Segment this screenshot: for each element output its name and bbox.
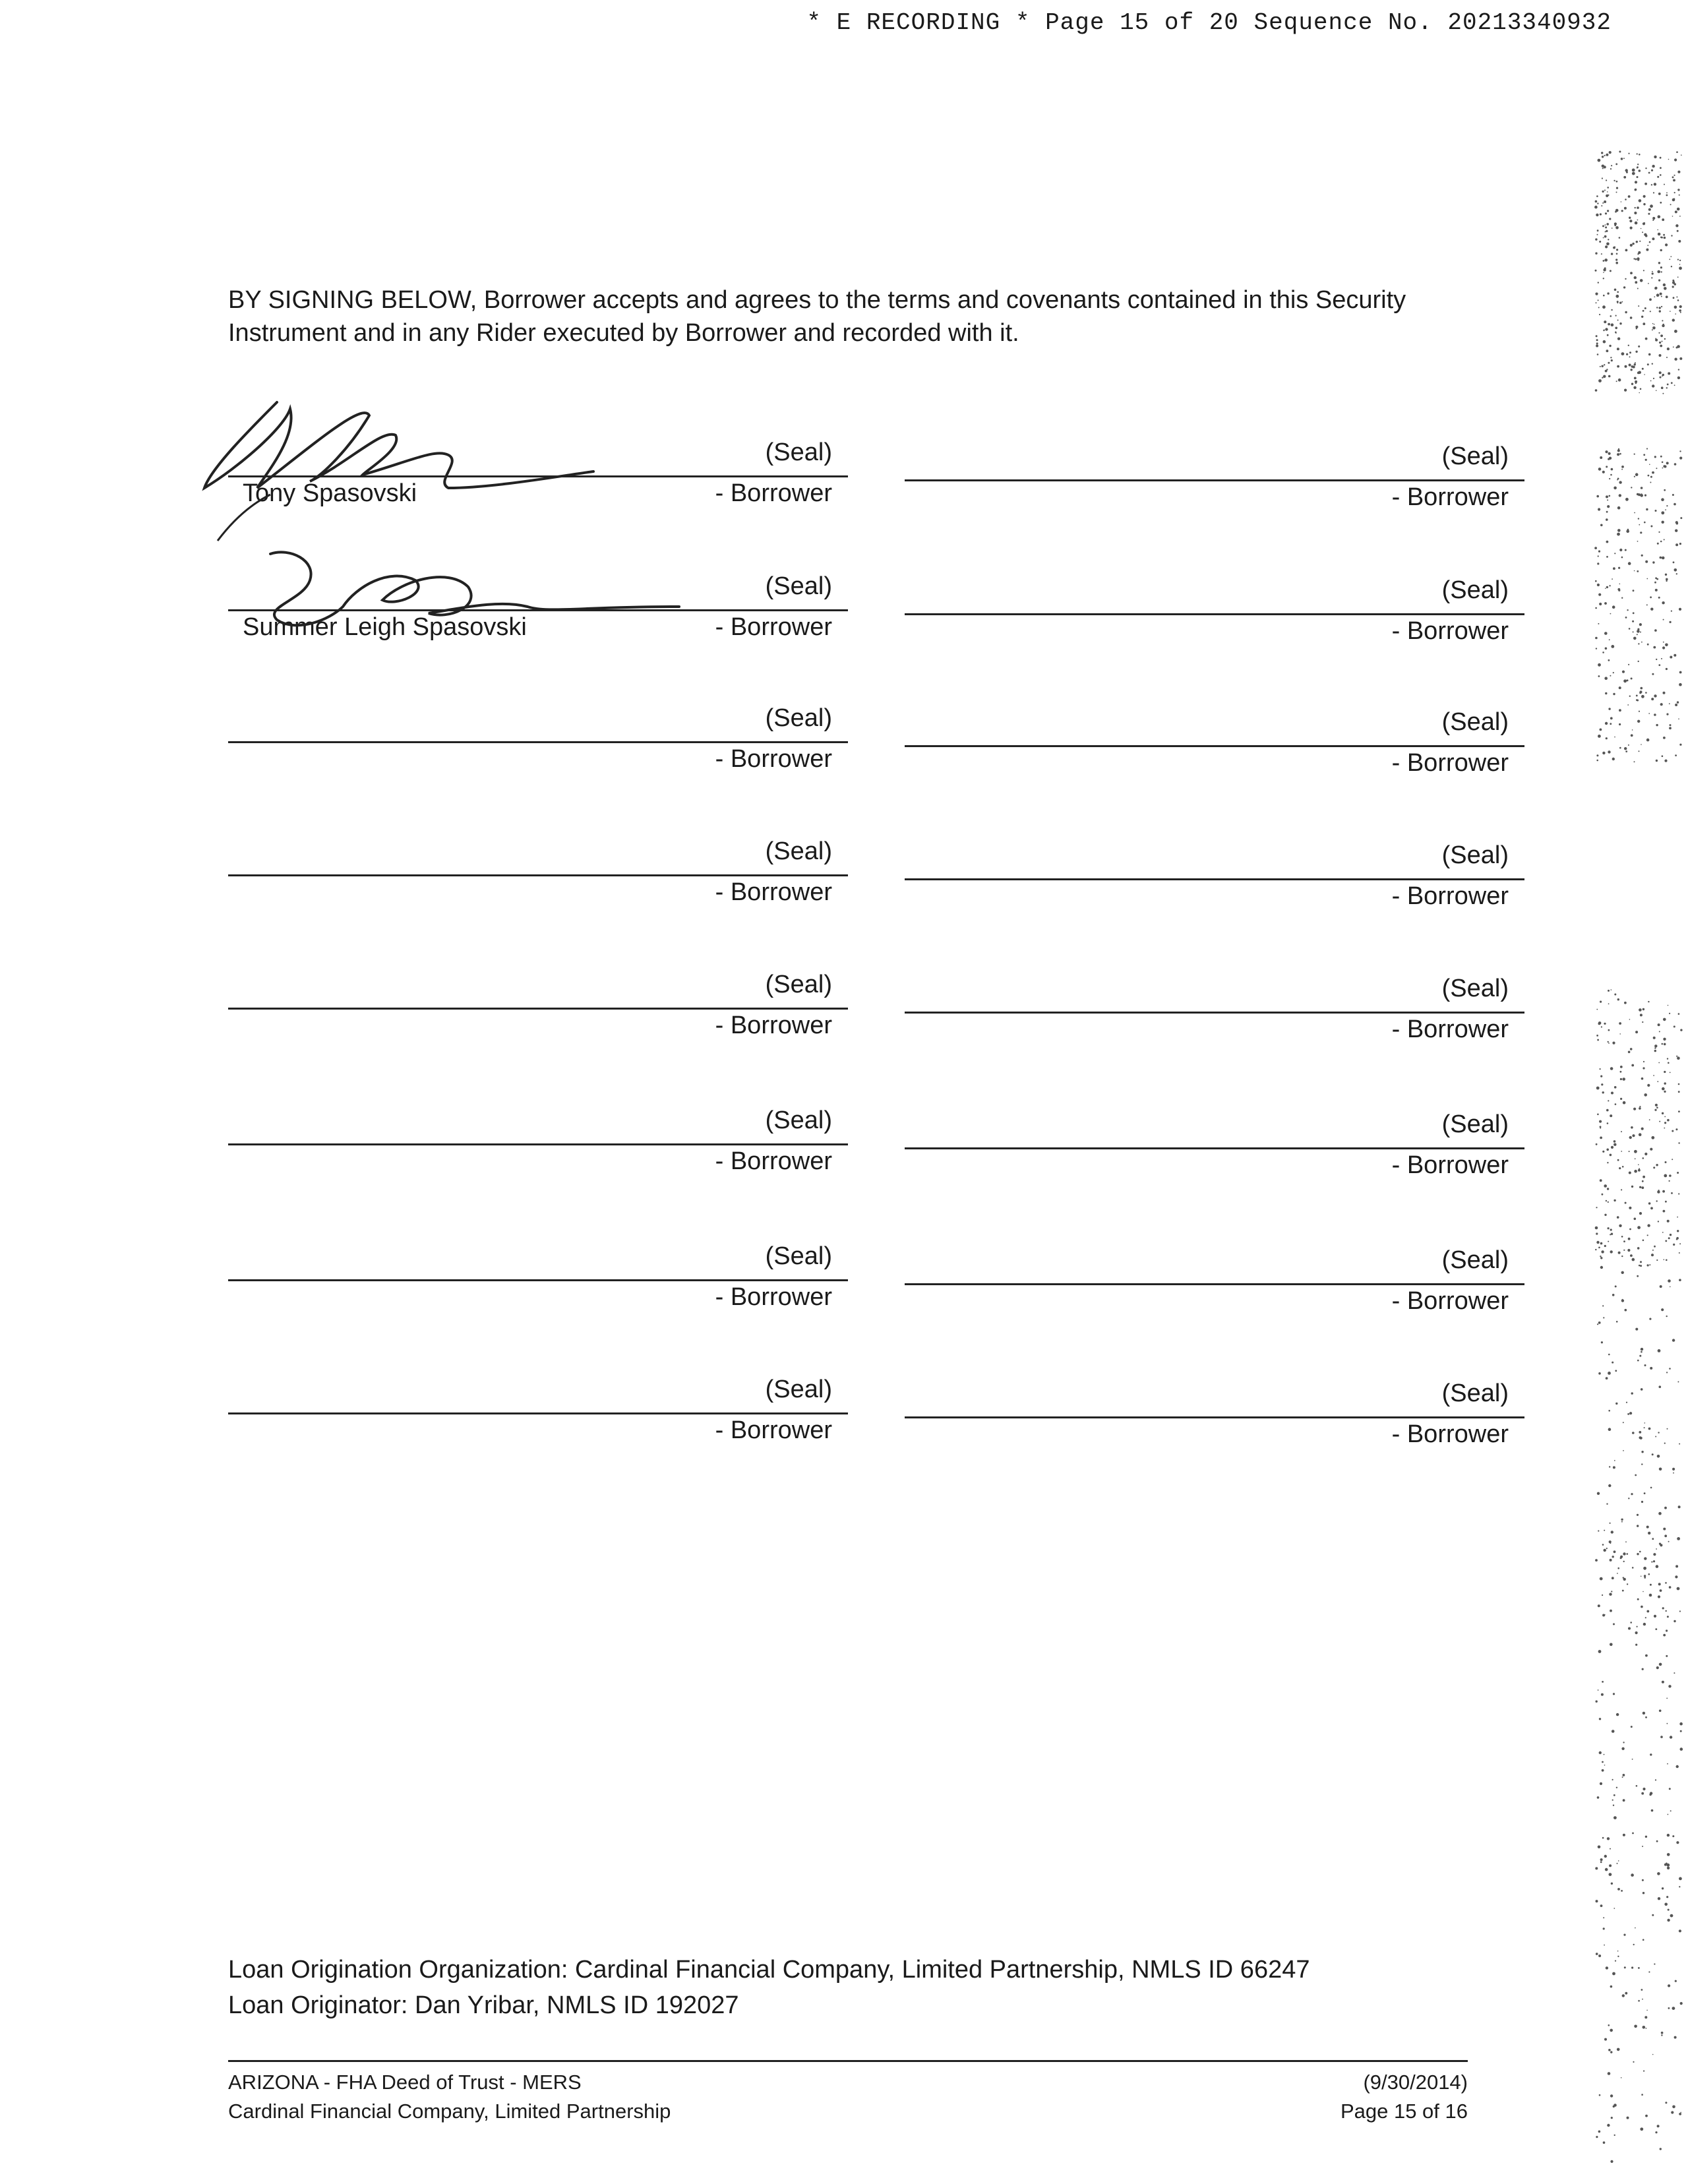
borrower-label: - Borrower xyxy=(715,1416,832,1444)
origination-organization: Loan Origination Organization: Cardinal Financial Company, Limited Partnership, NMLS ID 66247 xyxy=(228,1956,1310,1984)
seal-label: (Seal) xyxy=(1441,442,1509,470)
seal-label: (Seal) xyxy=(765,1107,832,1134)
seal-label: (Seal) xyxy=(765,572,832,600)
borrower-label: - Borrower xyxy=(1391,749,1509,777)
signature-block xyxy=(228,439,848,511)
seal-label: (Seal) xyxy=(765,439,832,466)
seal-label: (Seal) xyxy=(765,837,832,865)
signature-block xyxy=(905,1380,1524,1452)
borrower-label: - Borrower xyxy=(715,1283,832,1311)
signature-line xyxy=(228,1279,848,1281)
company-name: Cardinal Financial Company, Limited Partnership xyxy=(228,2100,671,2123)
signature-line xyxy=(228,874,848,876)
seal-label: (Seal) xyxy=(1441,1380,1509,1407)
form-date: (9/30/2014) xyxy=(1363,2071,1468,2094)
borrower-label: - Borrower xyxy=(715,878,832,906)
signature-line xyxy=(228,1008,848,1010)
borrower-label: - Borrower xyxy=(1391,1287,1509,1315)
form-identifier xyxy=(228,2068,671,2126)
signature-line xyxy=(228,1412,848,1414)
signature-line xyxy=(228,609,848,611)
signature-block xyxy=(905,975,1524,1047)
signature-line xyxy=(905,1012,1524,1014)
signature-block xyxy=(228,1242,848,1315)
form-page-info xyxy=(1341,2068,1468,2126)
signature-line xyxy=(905,1283,1524,1285)
signature-line xyxy=(905,1147,1524,1149)
seal-label: (Seal) xyxy=(765,971,832,998)
seal-label: (Seal) xyxy=(1441,841,1509,869)
recording-header: * E RECORDING * Page 15 of 20 Sequence No. 20213340932 xyxy=(806,9,1612,36)
borrower-label: - Borrower xyxy=(715,745,832,773)
signature-block xyxy=(228,971,848,1043)
signature-block xyxy=(228,704,848,777)
seal-label: (Seal) xyxy=(1441,1246,1509,1274)
signature-block xyxy=(228,1376,848,1448)
signature-line xyxy=(905,479,1524,481)
signature-block xyxy=(905,1246,1524,1319)
signature-block xyxy=(905,1110,1524,1183)
seal-label: (Seal) xyxy=(1441,708,1509,736)
borrower-label: - Borrower xyxy=(1391,1016,1509,1043)
signature-block xyxy=(905,576,1524,649)
signature-block xyxy=(228,572,848,645)
seal-label: (Seal) xyxy=(765,704,832,732)
borrower-name: Tony Spasovski xyxy=(243,479,417,507)
seal-label: (Seal) xyxy=(1441,1110,1509,1138)
seal-label: (Seal) xyxy=(765,1376,832,1403)
borrower-label: - Borrower xyxy=(1391,1151,1509,1179)
loan-origination-info xyxy=(228,1952,1310,2023)
scan-noise xyxy=(1582,119,1688,2163)
signature-block xyxy=(228,1107,848,1179)
borrower-label: - Borrower xyxy=(1391,617,1509,645)
borrower-label: - Borrower xyxy=(1391,483,1509,511)
signature-block xyxy=(905,841,1524,914)
signature-line xyxy=(905,745,1524,747)
signature-line xyxy=(228,1143,848,1145)
borrower-label: - Borrower xyxy=(1391,882,1509,910)
page-number: Page 15 of 16 xyxy=(1340,2100,1468,2123)
signature-block xyxy=(228,837,848,910)
seal-label: (Seal) xyxy=(1441,576,1509,604)
borrower-label: - Borrower xyxy=(715,1147,832,1175)
borrower-name: Summer Leigh Spasovski xyxy=(243,613,527,641)
signature-line xyxy=(905,1416,1524,1418)
borrower-label: - Borrower xyxy=(715,613,832,641)
signature-line xyxy=(228,475,848,477)
signing-statement: BY SIGNING BELOW, Borrower accepts and agrees to the terms and covenants contained in this Security Instrument and in any Rider executed by Borrower and recorded with it. xyxy=(228,286,1406,347)
borrower-label: - Borrower xyxy=(715,479,832,507)
loan-originator: Loan Originator: Dan Yribar, NMLS ID 192027 xyxy=(228,1991,739,2019)
signature-line xyxy=(905,878,1524,880)
footer-divider xyxy=(228,2060,1468,2062)
signature-line xyxy=(228,741,848,743)
borrower-label: - Borrower xyxy=(715,1012,832,1039)
seal-label: (Seal) xyxy=(765,1242,832,1270)
borrower-label: - Borrower xyxy=(1391,1420,1509,1448)
signature-block xyxy=(905,708,1524,781)
seal-label: (Seal) xyxy=(1441,975,1509,1002)
form-name: ARIZONA - FHA Deed of Trust - MERS xyxy=(228,2071,582,2094)
signature-line xyxy=(905,613,1524,615)
signature-block xyxy=(905,442,1524,515)
